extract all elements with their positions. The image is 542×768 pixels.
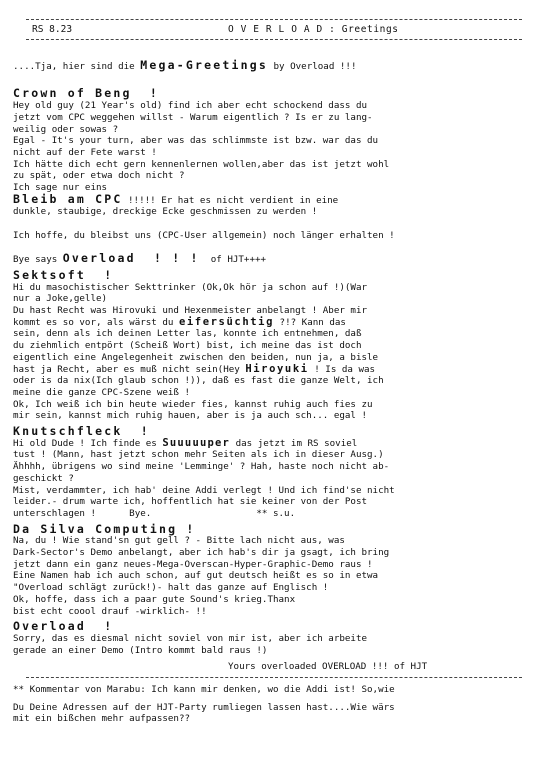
text-span: of HJT++++ (199, 254, 267, 266)
text-span: Bye says (13, 254, 63, 266)
text-line: mir sein, kannst mich ruhig hauen, aber is ja auch sch... egal ! (13, 410, 368, 422)
text-line: Dark-Sector's Demo anbelangt, aber ich hab's dir ja gsagt, ich bring (13, 547, 390, 559)
intro-line (13, 60, 525, 73)
text-line: "Overload schlägt zurück!)- halt das ganze auf Englisch ! (13, 582, 329, 594)
comment-line: Du Deine Adressen auf der HJT-Party rumliegen lassen hast....Wie wärs (13, 702, 395, 713)
text-span: hast ja Recht, aber es muß nicht sein(Hey (13, 363, 246, 375)
header-dashed-rule (26, 39, 522, 40)
text-line: du ziehmlich entpört (Scheiß Wort) bist, ich meine das ist doch (13, 340, 362, 352)
text-line (13, 191, 525, 207)
text-line: oder is da nix(Ich glaub schon !)), daß es fast die ganze Welt, ich (13, 375, 384, 387)
text-line: meine die ganze CPC-Szene weiß ! (13, 386, 191, 398)
comment-dashed-rule (26, 677, 522, 678)
text-line: jetzt vom CPC weggehen willst - Warum eigentlich ? Is er zu lang- (13, 111, 373, 123)
text-line: geschickt ? (13, 472, 74, 484)
text-span: !!!!! Er hat es nicht verdient in eine (122, 194, 339, 206)
section-title: Knutschfleck ! (13, 424, 150, 439)
text-line: Eine Namen hab ich auch schon, auf gut deutsch heißt es so in etwa (13, 570, 379, 582)
text-line: Egal - It's your turn, aber was das schlimmste ist bzw. war das du (13, 135, 379, 147)
intro-text-end: by Overload !!! (267, 61, 357, 72)
issue-number: RS 8.23 (32, 24, 73, 35)
intro-highlight: Mega-Greetings (140, 58, 268, 72)
text-line: Ich hoffe, du bleibst uns (CPC-User allgemein) noch länger erhalten ! (13, 229, 395, 241)
text-line: zu spät, oder etwa doch nicht ? (13, 170, 185, 182)
text-line: Hey old guy (21 Year's old) find ich aber echt schockend dass du (13, 100, 368, 112)
text-span: Hi old Dude ! Ich finde es (13, 437, 163, 449)
text-line: bist echt coool drauf -wirklich- !! (13, 605, 207, 617)
text-span: ! Is da was (308, 363, 376, 375)
text-line: unterschlagen ! Bye. ** s.u. (13, 507, 296, 519)
text-line: Hi du masochistischer Sekttrinker (Ok,Ok hör ja schon auf !)(War (13, 281, 368, 293)
text-span: ?!? Kann das (274, 316, 346, 328)
highlight-text: Bleib am CPC (13, 191, 123, 206)
highlight-text: eifersüchtig (178, 315, 275, 328)
text-line: nicht auf der Fete warst ! (13, 146, 157, 158)
section-title: Sektsoft ! (13, 267, 114, 282)
highlight-text: Overload ! ! ! (62, 251, 200, 266)
text-line: leider.- drum warte ich, hoffentlich hat sie keiner von der Post (13, 496, 368, 508)
text-line: eigentlich eine Angelegenheit zwischen den beiden, nun ja, a bisle (13, 351, 379, 363)
text-line: Mist, verdammter, ich hab' deine Addi verlegt ! Und ich find'se nicht (13, 484, 395, 496)
text-line: jetzt dann ein ganz neues-Mega-Overscan-Hyper-Graphic-Demo raus ! (13, 558, 373, 570)
text-line (13, 253, 525, 266)
text-line: Ich sage nur eins (13, 182, 108, 194)
intro-text: ....Tja, hier sind die (13, 61, 141, 72)
text-line (13, 364, 525, 376)
text-line: gerade an einer Demo (Intro kommt bald raus !) (13, 644, 268, 656)
highlight-text: Suuuuuper (162, 436, 231, 449)
text-line: Du hast Recht was Hirovuki und Hexenmeister anbelangt ! Aber mir (13, 305, 368, 317)
text-line: Ähhhh, übrigens wo sind meine 'Lemminge' ? Hah, haste noch nicht ab- (13, 461, 390, 473)
text-line: tust ! (Mann, hast jetzt schon mehr Seiten als ich in dieser Ausg.) (13, 449, 384, 461)
header-title: O V E R L O A D : Greetings (228, 24, 399, 35)
text-span: das jetzt im RS soviel (230, 437, 358, 449)
section-title: Da Silva Computing ! (13, 521, 196, 536)
article-body (13, 60, 525, 656)
signature: Yours overloaded OVERLOAD !!! of HJT (228, 661, 428, 672)
text-line: dunkle, staubige, dreckige Ecke geschmissen zu werden ! (13, 206, 318, 218)
comment-line: ** Kommentar von Marabu: Ich kann mir denken, wo die Addi ist! So,wie (13, 684, 395, 695)
text-line (13, 438, 525, 450)
highlight-text: Hiroyuki (245, 362, 309, 375)
text-span: kommt es so vor, als wärst du (13, 316, 179, 328)
text-line: Sorry, das es diesmal nicht soviel von mir ist, aber ich arbeite (13, 633, 368, 644)
text-line: sein, denn als ich deinen Letter las, konnte ich entnehmen, daß (13, 328, 362, 340)
text-line: Ich hätte dich echt gern kennenlernen wollen,aber das ist jetzt wohl (13, 158, 390, 170)
text-line: Na, du ! Wie stand'sn gut gell ? - Bitte lach nicht aus, was (13, 535, 345, 547)
section-title: Overload ! (13, 619, 114, 634)
top-dashed-rule (26, 19, 522, 20)
text-line: Ok, hoffe, dass ich a paar gute Sound's krieg.Thanx (13, 593, 296, 605)
comment-line: mit ein bißchen mehr aufpassen?? (13, 713, 191, 724)
section-title: Crown of Beng ! (13, 86, 159, 101)
text-line: nur a Joke,gelle) (13, 293, 108, 305)
text-line: weilig oder sowas ? (13, 123, 119, 135)
text-line: Ok, Ich weiß ich bin heute wieder fies, kannst ruhig auch fies zu (13, 398, 373, 410)
text-line (13, 317, 525, 329)
